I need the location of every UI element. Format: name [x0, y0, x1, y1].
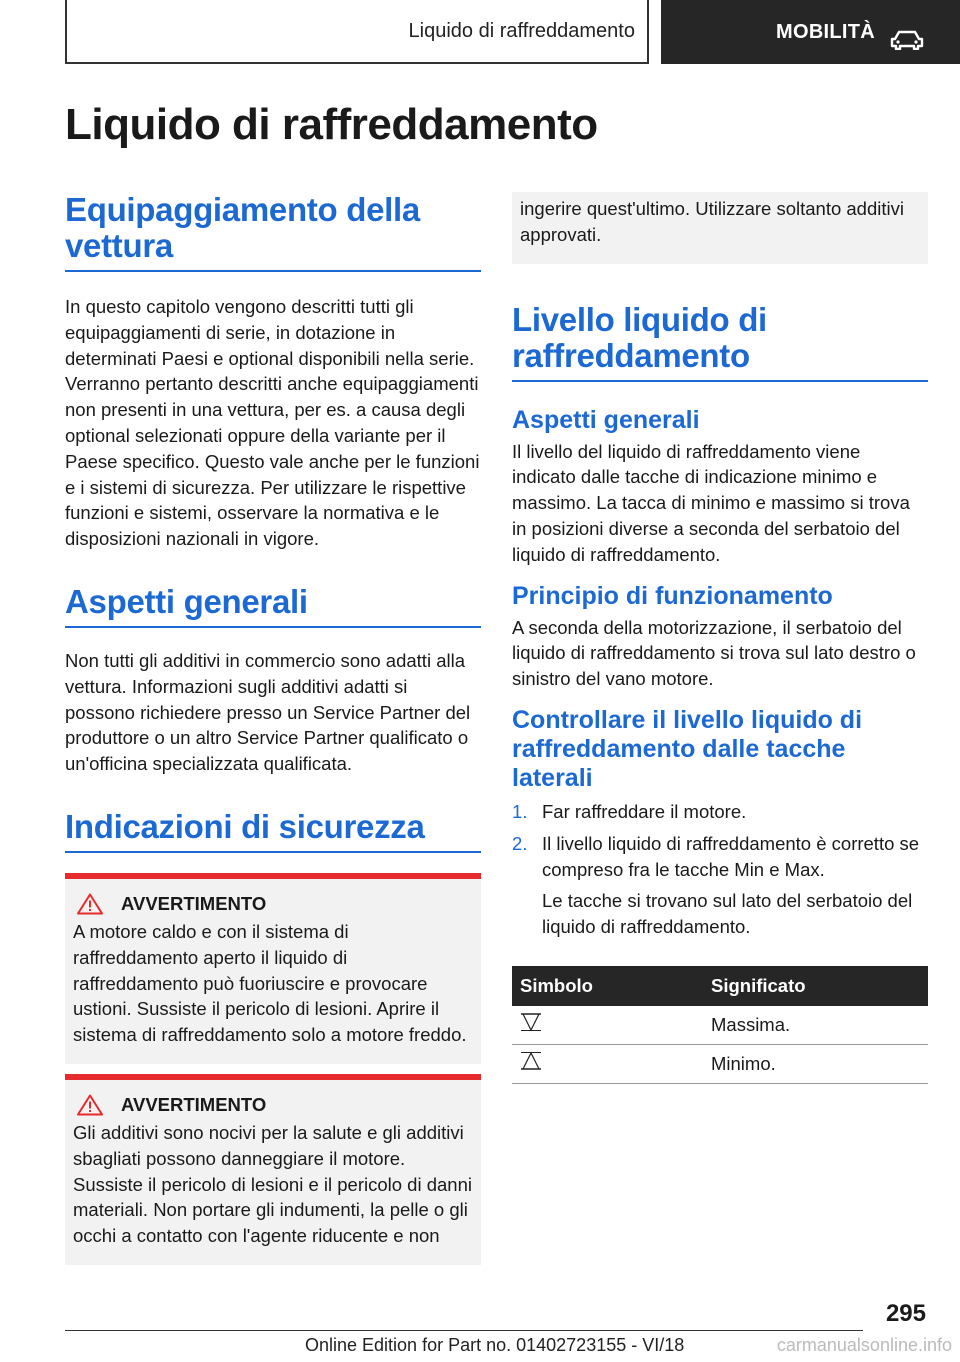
step-note — [512, 888, 928, 940]
footer-divider — [65, 1330, 863, 1331]
step-note-text: Le tacche si trovano sul lato del serbatoio del liquido di raffreddamento. — [542, 890, 913, 938]
equip-heading: Equipaggiamento della vettura — [65, 192, 481, 272]
warning-2-text: Gli additivi sono nocivi per la salute e gli additivi sbagliati possono danneggiare il motore. Sussiste il pericolo di lesioni e il pericolo di danni materiali. Non portare gli indumenti, la pelle o gli occhi a contatto con l'agente riducente e non — [73, 1121, 472, 1247]
list-item — [512, 799, 928, 825]
table-header-meaning: Significato — [703, 966, 928, 1006]
principle-text: A seconda della motorizzazione, il serbatoio del liquido di raffreddamento si trova sul lato destro o sinistro del vano motore. — [512, 616, 916, 690]
steps-list — [512, 799, 928, 940]
warning-triangle-icon — [77, 1094, 103, 1116]
footer-edition: Online Edition for Part no. 01402723155 - VI/18 — [305, 1335, 685, 1355]
warning-1-text: A motore caldo e con il sistema di raffreddamento aperto il liquido di raffreddamento può fuoriuscire e provocare ustioni. Sussiste il pericolo di lesioni. Aprire il sistema di raffreddamento solo a motore freddo. — [73, 920, 467, 1046]
page-title: Liquido di raffreddamento — [65, 100, 598, 149]
car-icon — [890, 30, 924, 50]
warning-1-title: AVVERTIMENTO — [121, 892, 267, 914]
header-chapter-box — [661, 0, 960, 64]
table-row — [512, 1044, 928, 1083]
warning-box-2 — [65, 1074, 481, 1265]
step-number: 2. — [512, 832, 528, 854]
warning-2-title: AVVERTIMENTO — [121, 1093, 267, 1115]
aspects-text: Il livello del liquido di raffreddamento viene indicato dalle tacche di indicazione minimo e massimo. La tacca di minimo e massimo si trova in posizioni diverse a seconda del serbatoio del liquido di raffreddamento. — [512, 440, 910, 565]
level-heading: Livello liquido di raffreddamento — [512, 302, 928, 382]
meaning-min: Minimo. — [703, 1044, 928, 1083]
step-text: Il livello liquido di raffreddamento è corretto se compreso fra le tacche Min e Max. — [542, 832, 920, 880]
equip-text: In questo capitolo vengono descritti tutti gli equipaggiamenti di serie, in dotazione in determinati Paesi e optional disponibili nella serie. Verranno pertanto descritti anche equipaggiamenti non presenti in una vettura, per es. a causa degli optional selezionati oppure della variante per il Paese specifico. Questo vale anche per le funzioni e i sistemi di sicurezza. Per utilizzare le rispettive funzioni e sistemi, osservare la normativa e le disposizioni nazionali in vigore. — [65, 296, 480, 550]
symbol-table — [512, 966, 928, 1084]
step-number: 1. — [512, 800, 528, 822]
warning-box-1 — [65, 873, 481, 1064]
aspects-heading: Aspetti generali — [512, 405, 700, 434]
left-column — [65, 192, 481, 1265]
principle-heading: Principio di funzionamento — [512, 581, 833, 610]
check-heading: Controllare il livello liquido di raffreddamento dalle tacche laterali — [512, 705, 863, 792]
header-section-box — [65, 0, 649, 64]
header-section-title: Liquido di raffreddamento — [408, 19, 635, 42]
general-text: Non tutti gli additivi in commercio sono adatti alla vettura. Informazioni sugli additivi adatti si possono richiedere presso un Service Partner del produttore o un altro Service Partner qualificato o un'officina specializzata qualificata. — [65, 649, 471, 775]
footer-watermark: carmanualsonline.info — [776, 1335, 952, 1355]
safety-heading: Indicazioni di sicurezza — [65, 809, 481, 853]
warning-2-continuation — [512, 192, 928, 264]
list-item — [512, 831, 928, 883]
general-heading: Aspetti generali — [65, 584, 481, 628]
page-number: 295 — [885, 1300, 926, 1327]
table-header-symbol: Simbolo — [512, 966, 703, 1006]
table-row — [512, 1006, 928, 1045]
min-mark-icon — [520, 1051, 542, 1071]
warning-2-cont-text: ingerire quest'ultimo. Utilizzare soltanto additivi approvati. — [520, 198, 904, 245]
warning-triangle-icon — [77, 893, 103, 915]
right-column — [512, 192, 928, 1084]
step-text: Far raffreddare il motore. — [542, 800, 747, 822]
table-header-row — [512, 966, 928, 1006]
max-mark-icon — [520, 1012, 542, 1032]
header-chapter-label: MOBILITÀ — [776, 20, 876, 43]
meaning-max: Massima. — [703, 1006, 928, 1045]
